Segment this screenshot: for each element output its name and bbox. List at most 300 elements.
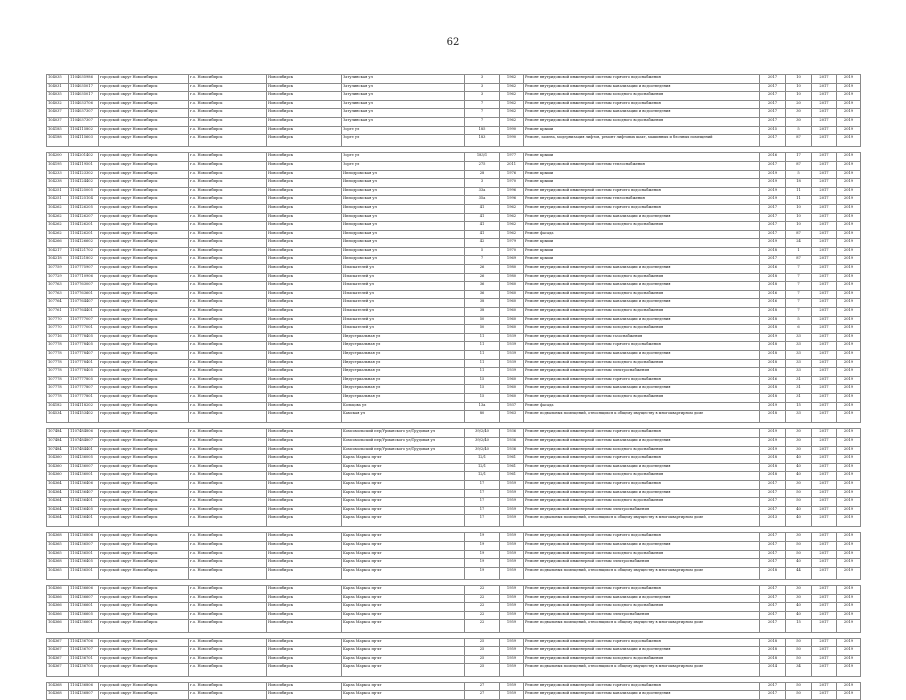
cell-house-number: 11 <box>465 333 500 342</box>
cell-build-year: 1959 <box>500 603 524 612</box>
cell-house-number: 22 <box>465 586 500 595</box>
cell-end-year: 2019 <box>837 463 861 472</box>
cell-end-year: 2019 <box>837 567 861 579</box>
cell-cost-value: 5 <box>786 316 812 325</box>
cell-locality: Новосибирск <box>267 265 342 274</box>
cell-end-year: 2019 <box>837 179 861 188</box>
cell-plan-year: 2018 <box>760 308 786 317</box>
cell-settlement: г.о. Новосибирск <box>189 239 267 248</box>
cell-house-number: 22 <box>465 603 500 612</box>
cell-locality: Новосибирск <box>267 273 342 282</box>
cell-house-number: 17 <box>465 498 500 507</box>
cell-municipality: городской округ Новосибирск <box>99 411 189 423</box>
cell-municipality: городской округ Новосибирск <box>99 222 189 231</box>
cell-work-type: Ремонт подвальных помещений, относящихся к общему имуществу в многоквартирном доме <box>524 411 760 423</box>
cell-settlement: г.о. Новосибирск <box>189 179 267 188</box>
table-row <box>47 463 861 472</box>
cell-street: Ипподромская ул <box>342 256 465 265</box>
cell-build-year: 1959 <box>500 682 524 691</box>
cell-settlement: г.о. Новосибирск <box>189 75 267 84</box>
cell-cost-value: 17 <box>786 153 812 162</box>
cell-end-year: 2019 <box>837 75 861 84</box>
cell-work-type: Ремонт крыши <box>524 126 760 135</box>
cell-work-type: Ремонт внутридомовой инженерной системы холодного водоснабжения <box>524 222 760 231</box>
cell-locality: Новосибирск <box>267 204 342 213</box>
cell-build-year: 1961 <box>500 472 524 481</box>
cell-plan-year: 2017 <box>760 117 786 126</box>
cell-plan-year: 2018 <box>760 647 786 656</box>
cell-municipality: городской округ Новосибирск <box>99 83 189 92</box>
table-row <box>47 351 861 360</box>
cell-municipality: городской округ Новосибирск <box>99 559 189 568</box>
table-row <box>47 282 861 291</box>
cell-work-type: Ремонт внутридомовой инженерной системы горячего водоснабжения <box>524 75 760 84</box>
cell-object-code: 1104121802 <box>69 256 99 265</box>
cell-work-type: Ремонт внутридомовой инженерной системы горячего водоснабжения <box>524 682 760 691</box>
cell-start-year: 2017 <box>812 515 837 527</box>
cell-object-code: 1104136007 <box>69 463 99 472</box>
cell-municipality: городской округ Новосибирск <box>99 480 189 489</box>
table-row <box>47 187 861 196</box>
cell-end-year: 2019 <box>837 429 861 438</box>
cell-start-year: 2017 <box>812 213 837 222</box>
cell-end-year: 2019 <box>837 359 861 368</box>
cell-cost-value: 7 <box>786 290 812 299</box>
cell-locality: Новосибирск <box>267 691 342 700</box>
cell-end-year: 2019 <box>837 550 861 559</box>
cell-house-number: 12/1 <box>465 455 500 464</box>
cell-start-year: 2017 <box>812 230 837 239</box>
cell-plan-year: 2018 <box>760 472 786 481</box>
cell-plan-year: 2017 <box>760 550 786 559</box>
cell-end-year: 2019 <box>837 308 861 317</box>
cell-house-id: 107778 <box>47 376 69 385</box>
cell-plan-year: 2018 <box>760 316 786 325</box>
cell-start-year: 2017 <box>812 179 837 188</box>
cell-cost-value: 10 <box>786 204 812 213</box>
cell-locality: Новосибирск <box>267 351 342 360</box>
cell-locality: Новосибирск <box>267 385 342 394</box>
cell-plan-year: 2016 <box>760 153 786 162</box>
cell-object-code: 1107484807 <box>69 437 99 446</box>
cell-build-year: 1960 <box>500 376 524 385</box>
cell-build-year: 1963 <box>500 411 524 423</box>
cell-house-number: 11 <box>465 342 500 351</box>
cell-work-type: Ремонт внутридомовой инженерной системы канализации и водоотведения <box>524 282 760 291</box>
cell-plan-year: 2017 <box>760 222 786 231</box>
cell-plan-year: 2019 <box>760 196 786 205</box>
cell-build-year: 2011 <box>500 161 524 170</box>
cell-cost-value: 10 <box>786 92 812 101</box>
cell-house-id: 104368 <box>47 533 69 542</box>
cell-house-number: 41 <box>465 213 500 222</box>
cell-build-year: 1959 <box>500 489 524 498</box>
cell-street: Ипподромская ул <box>342 196 465 205</box>
cell-municipality: городской округ Новосибирск <box>99 196 189 205</box>
cell-locality: Новосибирск <box>267 117 342 126</box>
cell-municipality: городской округ Новосибирск <box>99 429 189 438</box>
cell-work-type: Ремонт внутридомовой инженерной системы холодного водоснабжения <box>524 290 760 299</box>
cell-street: Индустриальная ул <box>342 393 465 402</box>
cell-build-year: 1959 <box>500 567 524 579</box>
cell-street: Карла Маркса пр-кт <box>342 463 465 472</box>
cell-cost-value: 40 <box>786 559 812 568</box>
cell-plan-year: 2018 <box>760 359 786 368</box>
cell-house-number: 33а <box>465 187 500 196</box>
cell-locality: Новосибирск <box>267 603 342 612</box>
cell-house-number: 80 <box>465 411 500 423</box>
cell-house-id: 104262 <box>47 213 69 222</box>
cell-start-year: 2017 <box>812 126 837 135</box>
cell-house-number: 35а <box>465 196 500 205</box>
cell-object-code: 1104136405 <box>69 559 99 568</box>
cell-locality: Новосибирск <box>267 308 342 317</box>
cell-house-id: 104364 <box>47 498 69 507</box>
cell-street: Карла Маркса пр-кт <box>342 586 465 595</box>
table-row <box>47 559 861 568</box>
cell-street: Карла Маркса пр-кт <box>342 655 465 664</box>
cell-street: Ипподромская ул <box>342 230 465 239</box>
cell-build-year: 1969 <box>500 256 524 265</box>
cell-house-number: 13а <box>465 402 500 411</box>
cell-start-year: 2017 <box>812 559 837 568</box>
cell-settlement: г.о. Новосибирск <box>189 308 267 317</box>
cell-plan-year: 2018 <box>760 247 786 256</box>
cell-end-year: 2019 <box>837 376 861 385</box>
cell-cost-value: 18 <box>786 179 812 188</box>
cell-cost-value: 7 <box>786 265 812 274</box>
cell-start-year: 2017 <box>812 638 837 647</box>
cell-house-id: 104368 <box>47 682 69 691</box>
cell-locality: Новосибирск <box>267 586 342 595</box>
cell-house-number: 183 <box>465 135 500 147</box>
cell-object-code: 1107775907 <box>69 265 99 274</box>
table-row <box>47 213 861 222</box>
cell-start-year: 2017 <box>812 506 837 515</box>
cell-end-year: 2019 <box>837 230 861 239</box>
cell-end-year: 2019 <box>837 187 861 196</box>
cell-end-year: 2019 <box>837 655 861 664</box>
cell-end-year: 2019 <box>837 472 861 481</box>
cell-start-year: 2017 <box>812 429 837 438</box>
cell-plan-year: 2017 <box>760 594 786 603</box>
cell-house-id: 104200 <box>47 153 69 162</box>
cell-municipality: городской округ Новосибирск <box>99 92 189 101</box>
cell-street: Карла Маркса пр-кт <box>342 515 465 527</box>
cell-cost-value: 30 <box>786 533 812 542</box>
cell-end-year: 2019 <box>837 273 861 282</box>
cell-build-year: 1962 <box>500 83 524 92</box>
cell-start-year: 2017 <box>812 455 837 464</box>
cell-end-year: 2019 <box>837 290 861 299</box>
cell-house-number: 7 <box>465 109 500 118</box>
cell-settlement: г.о. Новосибирск <box>189 83 267 92</box>
cell-street: Зорге ул <box>342 153 465 162</box>
cell-municipality: городской округ Новосибирск <box>99 75 189 84</box>
cell-object-code: 1107764401 <box>69 308 99 317</box>
cell-house-id: 104367 <box>47 655 69 664</box>
cell-street: Карла Маркса пр-кт <box>342 498 465 507</box>
cell-house-id: 104534 <box>47 411 69 423</box>
cell-work-type: Ремонт подвальных помещений, относящихся к общему имуществу в многоквартирном доме <box>524 515 760 527</box>
cell-house-number: 3 <box>465 92 500 101</box>
cell-municipality: городской округ Новосибирск <box>99 498 189 507</box>
cell-plan-year: 2017 <box>760 213 786 222</box>
cell-settlement: г.о. Новосибирск <box>189 429 267 438</box>
cell-object-code: 1107778407 <box>69 351 99 360</box>
cell-house-id: 104035 <box>47 75 69 84</box>
cell-house-number: 36 <box>465 290 500 299</box>
cell-house-number: 41 <box>465 230 500 239</box>
cell-street: Карла Маркса пр-кт <box>342 455 465 464</box>
cell-settlement: г.о. Новосибирск <box>189 161 267 170</box>
cell-house-number: 7 <box>465 256 500 265</box>
cell-start-year: 2017 <box>812 273 837 282</box>
table-row <box>47 620 861 632</box>
cell-work-type: Ремонт внутридомовой инженерной системы холодного водоснабжения <box>524 393 760 402</box>
cell-start-year: 2017 <box>812 153 837 162</box>
cell-locality: Новосибирск <box>267 170 342 179</box>
cell-municipality: городской округ Новосибирск <box>99 655 189 664</box>
cell-start-year: 2017 <box>812 187 837 196</box>
cell-build-year: 1960 <box>500 385 524 394</box>
cell-object-code: 1104136707 <box>69 647 99 656</box>
cell-object-code: 1104121702 <box>69 247 99 256</box>
cell-cost-value: 15 <box>786 620 812 632</box>
cell-end-year: 2019 <box>837 170 861 179</box>
cell-locality: Новосибирск <box>267 446 342 455</box>
cell-work-type: Ремонт внутридомовой инженерной системы холодного водоснабжения <box>524 325 760 334</box>
table-row <box>47 325 861 334</box>
cell-cost-value: 1 <box>786 247 812 256</box>
cell-locality: Новосибирск <box>267 437 342 446</box>
cell-build-year: 1962 <box>500 75 524 84</box>
cell-settlement: г.о. Новосибирск <box>189 455 267 464</box>
cell-settlement: г.о. Новосибирск <box>189 515 267 527</box>
cell-end-year: 2019 <box>837 256 861 265</box>
cell-object-code: 1104136601 <box>69 620 99 632</box>
cell-street: Карла Маркса пр-кт <box>342 480 465 489</box>
cell-locality: Новосибирск <box>267 109 342 118</box>
cell-settlement: г.о. Новосибирск <box>189 92 267 101</box>
cell-house-number: 50 <box>465 316 500 325</box>
cell-house-id: 104037 <box>47 109 69 118</box>
cell-locality: Новосибирск <box>267 647 342 656</box>
cell-plan-year: 2017 <box>760 542 786 551</box>
cell-cost-value: 33 <box>786 359 812 368</box>
cell-house-id: 104364 <box>47 515 69 527</box>
cell-plan-year: 2016 <box>760 265 786 274</box>
cell-house-number: 12/1 <box>465 472 500 481</box>
cell-object-code: 1104033706 <box>69 100 99 109</box>
cell-work-type: Ремонт внутридомовой инженерной системы горячего водоснабжения <box>524 638 760 647</box>
cell-build-year: 1962 <box>500 204 524 213</box>
cell-street: Затулинская ул <box>342 117 465 126</box>
cell-build-year: 1960 <box>500 308 524 317</box>
cell-cost-value: 24 <box>786 239 812 248</box>
cell-cost-value: 31 <box>786 385 812 394</box>
cell-start-year: 2017 <box>812 437 837 446</box>
cell-settlement: г.о. Новосибирск <box>189 498 267 507</box>
cell-locality: Новосибирск <box>267 196 342 205</box>
cell-house-number: 25 <box>465 647 500 656</box>
cell-house-id: 104195 <box>47 161 69 170</box>
cell-end-year: 2019 <box>837 196 861 205</box>
cell-street: Затулинская ул <box>342 75 465 84</box>
table-row <box>47 385 861 394</box>
cell-locality: Новосибирск <box>267 498 342 507</box>
cell-cost-value: 40 <box>786 611 812 620</box>
cell-work-type: Ремонт подвальных помещений, относящихся к общему имуществу в многоквартирном доме <box>524 664 760 676</box>
cell-work-type: Ремонт фасада <box>524 230 760 239</box>
cell-object-code: 1104136401 <box>69 515 99 527</box>
cell-start-year: 2017 <box>812 247 837 256</box>
cell-settlement: г.о. Новосибирск <box>189 472 267 481</box>
cell-street: Карла Маркса пр-кт <box>342 603 465 612</box>
table-row <box>47 472 861 481</box>
cell-cost-value: 40 <box>786 506 812 515</box>
cell-build-year: 1962 <box>500 109 524 118</box>
cell-settlement: г.о. Новосибирск <box>189 437 267 446</box>
cell-house-id: 104360 <box>47 455 69 464</box>
cell-work-type: Ремонт внутридомовой инженерной системы горячего водоснабжения <box>524 455 760 464</box>
cell-build-year: 1959 <box>500 655 524 664</box>
cell-work-type: Ремонт внутридомовой инженерной системы горячего водоснабжения <box>524 342 760 351</box>
cell-end-year: 2019 <box>837 498 861 507</box>
cell-house-number: 27 <box>465 691 500 700</box>
cell-municipality: городской округ Новосибирск <box>99 117 189 126</box>
cell-end-year: 2019 <box>837 316 861 325</box>
cell-work-type: Ремонт внутридомовой инженерной системы горячего водоснабжения <box>524 376 760 385</box>
cell-start-year: 2017 <box>812 411 837 423</box>
cell-cost-value: 6 <box>786 325 812 334</box>
cell-start-year: 2017 <box>812 204 837 213</box>
cell-work-type: Ремонт внутридомовой инженерной системы электроснабжения <box>524 611 760 620</box>
cell-start-year: 2017 <box>812 664 837 676</box>
cell-work-type: Ремонт крыши <box>524 256 760 265</box>
cell-street: Карла Маркса пр-кт <box>342 559 465 568</box>
table-row <box>47 100 861 109</box>
table-row <box>47 239 861 248</box>
cell-municipality: городской округ Новосибирск <box>99 342 189 351</box>
cell-municipality: городской округ Новосибирск <box>99 153 189 162</box>
cell-settlement: г.о. Новосибирск <box>189 273 267 282</box>
cell-work-type: Ремонт внутридомовой инженерной системы теплоснабжения <box>524 161 760 170</box>
cell-work-type: Ремонт внутридомовой инженерной системы канализации и водоотведения <box>524 691 760 700</box>
cell-cost-value: 7 <box>786 282 812 291</box>
cell-start-year: 2017 <box>812 385 837 394</box>
cell-settlement: г.о. Новосибирск <box>189 376 267 385</box>
cell-settlement: г.о. Новосибирск <box>189 506 267 515</box>
cell-work-type: Ремонт внутридомовой инженерной системы горячего водоснабжения <box>524 533 760 542</box>
cell-end-year: 2019 <box>837 135 861 147</box>
cell-object-code: 1104136706 <box>69 638 99 647</box>
cell-street: Изыскателей ул <box>342 325 465 334</box>
table-row <box>47 594 861 603</box>
cell-start-year: 2017 <box>812 290 837 299</box>
cell-build-year: 1979 <box>500 239 524 248</box>
cell-plan-year: 2017 <box>760 256 786 265</box>
cell-settlement: г.о. Новосибирск <box>189 230 267 239</box>
cell-end-year: 2019 <box>837 126 861 135</box>
cell-locality: Новосибирск <box>267 333 342 342</box>
cell-locality: Новосибирск <box>267 611 342 620</box>
cell-municipality: городской округ Новосибирск <box>99 230 189 239</box>
cell-house-id: 104366 <box>47 594 69 603</box>
cell-municipality: городской округ Новосибирск <box>99 109 189 118</box>
cell-locality: Новосибирск <box>267 359 342 368</box>
cell-start-year: 2017 <box>812 682 837 691</box>
cell-locality: Новосибирск <box>267 153 342 162</box>
cell-house-id: 104188 <box>47 135 69 147</box>
table-row <box>47 75 861 84</box>
cell-cost-value: 30 <box>786 109 812 118</box>
cell-plan-year: 2019 <box>760 170 786 179</box>
cell-cost-value: 87 <box>786 161 812 170</box>
cell-house-number: 39/2/40 <box>465 446 500 455</box>
cell-object-code: 1104126201 <box>69 222 99 231</box>
cell-street: Ипподромская ул <box>342 204 465 213</box>
cell-locality: Новосибирск <box>267 179 342 188</box>
cell-object-code: 1107764407 <box>69 299 99 308</box>
cell-settlement: г.о. Новосибирск <box>189 342 267 351</box>
cell-end-year: 2019 <box>837 594 861 603</box>
cell-house-number: 22 <box>465 611 500 620</box>
cell-object-code: 1104124402 <box>69 179 99 188</box>
cell-end-year: 2019 <box>837 691 861 700</box>
cell-end-year: 2019 <box>837 333 861 342</box>
cell-house-id: 104185 <box>47 126 69 135</box>
cell-house-number: 3 <box>465 83 500 92</box>
cell-municipality: городской округ Новосибирск <box>99 463 189 472</box>
cell-object-code: 1104035017 <box>69 92 99 101</box>
cell-end-year: 2019 <box>837 586 861 595</box>
cell-house-id: 104367 <box>47 647 69 656</box>
cell-house-number: 41 <box>465 222 500 231</box>
cell-cost-value: 10 <box>786 83 812 92</box>
cell-cost-value: 30 <box>786 594 812 603</box>
cell-cost-value: 30 <box>786 117 812 126</box>
cell-work-type: Ремонт внутридомовой инженерной системы холодного водоснабжения <box>524 273 760 282</box>
cell-plan-year: 2017 <box>760 92 786 101</box>
cell-house-id: 104368 <box>47 691 69 700</box>
table-row <box>47 256 861 265</box>
cell-street: Карла Маркса пр-кт <box>342 647 465 656</box>
cell-house-id: 104217 <box>47 247 69 256</box>
cell-object-code: 1104136501 <box>69 550 99 559</box>
cell-cost-value: 50 <box>786 550 812 559</box>
cell-work-type: Ремонт внутридомовой инженерной системы горячего водоснабжения <box>524 586 760 595</box>
cell-start-year: 2017 <box>812 446 837 455</box>
cell-end-year: 2019 <box>837 368 861 377</box>
cell-work-type: Ремонт внутридомовой инженерной системы канализации и водоотведения <box>524 489 760 498</box>
cell-object-code: 1104115802 <box>69 126 99 135</box>
table-row <box>47 542 861 551</box>
cell-work-type: Ремонт внутридомовой инженерной системы холодного водоснабжения <box>524 498 760 507</box>
cell-house-id: 107484 <box>47 429 69 438</box>
cell-settlement: г.о. Новосибирск <box>189 385 267 394</box>
cell-house-id: 107778 <box>47 351 69 360</box>
cell-object-code: 1104136605 <box>69 611 99 620</box>
cell-start-year: 2017 <box>812 75 837 84</box>
cell-work-type: Ремонт внутридомовой инженерной системы горячего водоснабжения <box>524 204 760 213</box>
cell-start-year: 2017 <box>812 299 837 308</box>
cell-build-year: 1959 <box>500 594 524 603</box>
cell-settlement: г.о. Новосибирск <box>189 299 267 308</box>
cell-house-id: 107761 <box>47 308 69 317</box>
cell-house-number: 17 <box>465 480 500 489</box>
cell-start-year: 2017 <box>812 333 837 342</box>
